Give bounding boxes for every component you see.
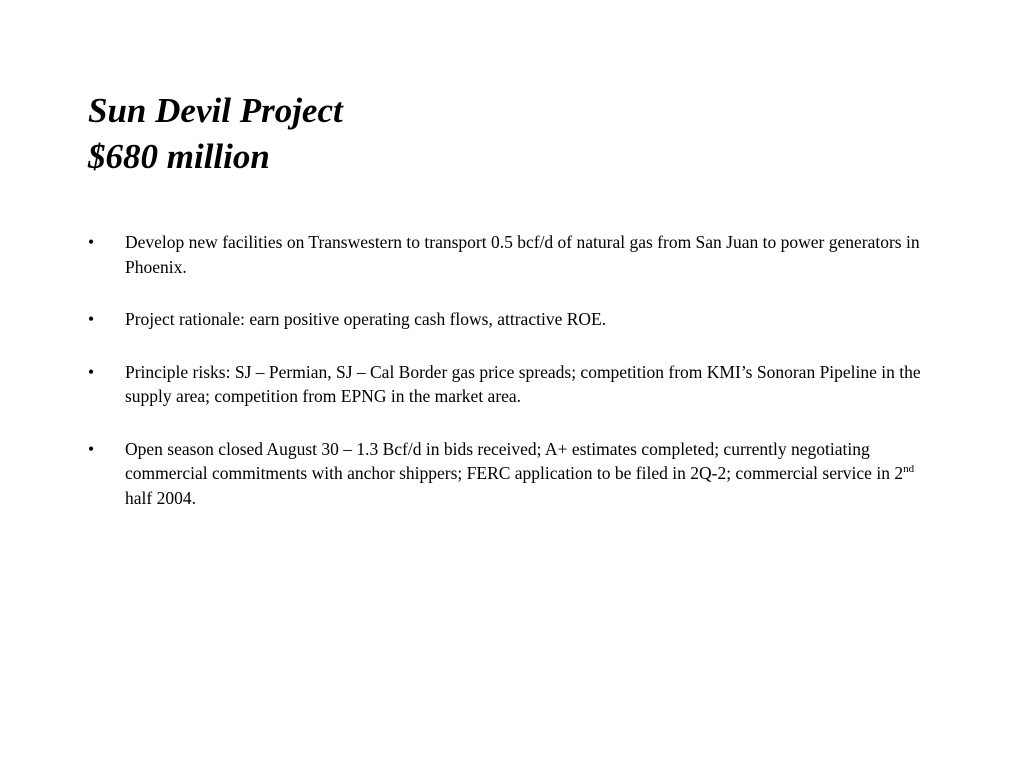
bullet-marker: • [88,309,95,329]
bullet-text-after: half 2004. [125,487,196,508]
bullet-text: Develop new facilities on Transwestern to transport 0.5 bcf/d of natural gas from San Juan to power generators in Phoenix. [125,232,920,277]
bullet-text: Project rationale: earn positive operating cash flows, attractive ROE. [125,309,607,329]
bullet-text-before: Open season closed August 30 – 1.3 Bcf/d in bids received; A+ estimates completed; currently negotiating commercial commitments with anchor shippers; FERC application to be filed in 2Q-2; commercial service in 2 [125,438,904,483]
slide-title [88,88,948,180]
bullet-list [88,230,938,538]
title-project-cost: $680 million [88,137,270,176]
bullet-item [88,360,938,409]
bullet-marker: • [88,438,95,459]
bullet-item [88,230,938,279]
bullet-marker: • [88,361,95,382]
bullet-text [125,439,914,508]
title-project-name: Sun Devil Project [88,91,343,130]
bullet-text: Principle risks: SJ – Permian, SJ – Cal Border gas price spreads; competition from KMI’s Sonoran Pipeline in the supply area; competition from EPNG in the market area. [125,361,921,406]
bullet-marker: • [88,232,95,252]
bullet-item [88,307,938,332]
bullet-item [88,437,938,511]
ordinal-superscript: nd [903,463,915,476]
